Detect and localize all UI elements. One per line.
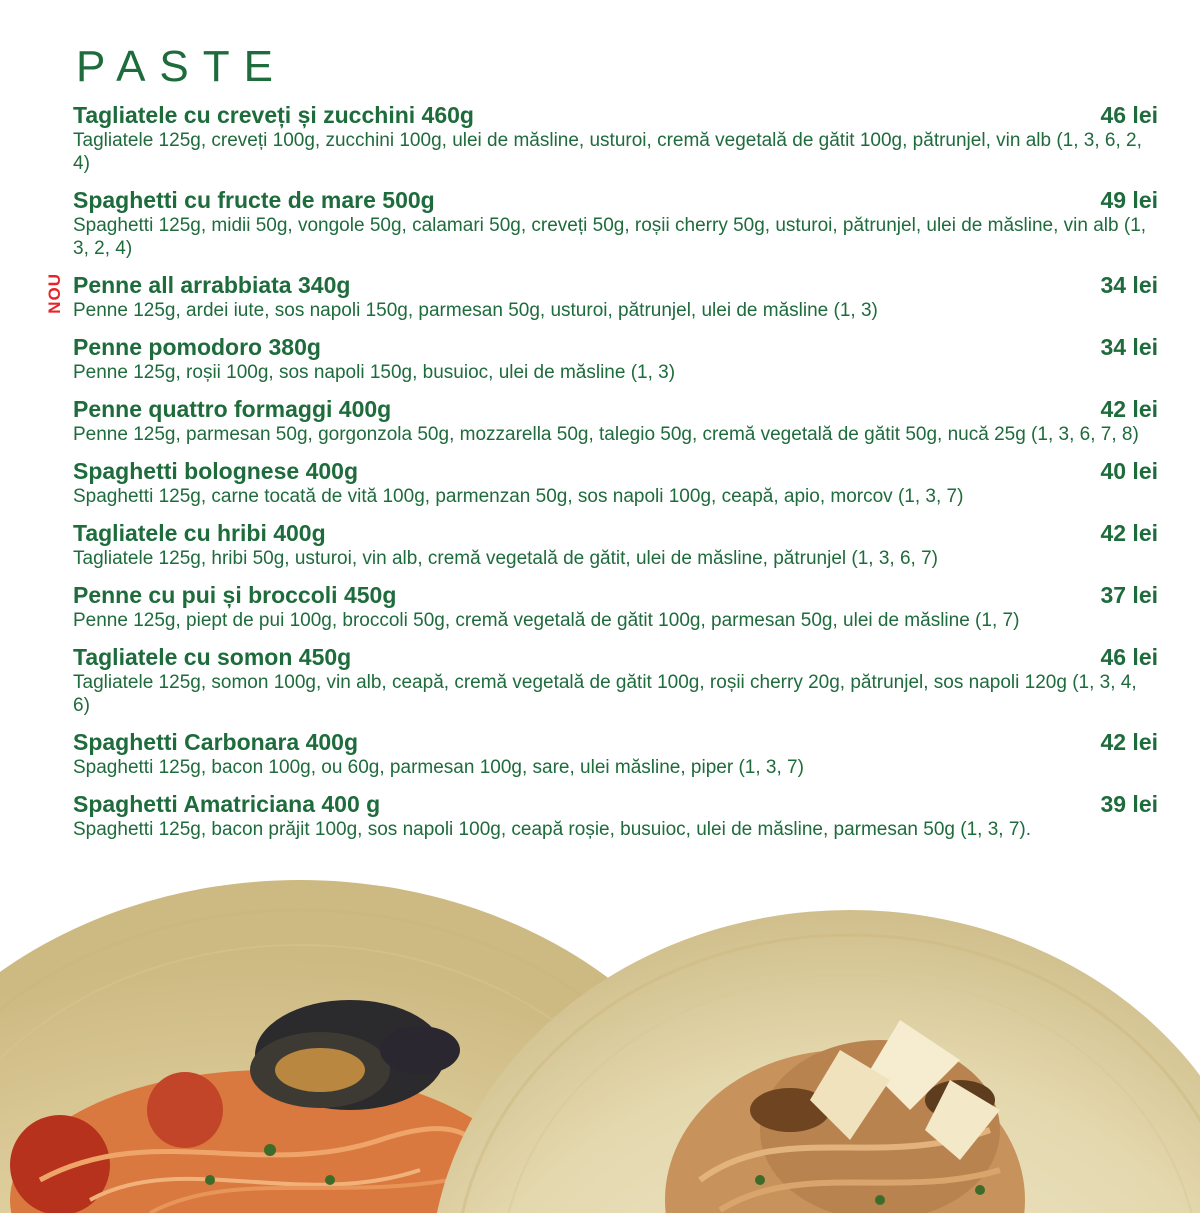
item-description: Penne 125g, parmesan 50g, gorgonzola 50g, mozzarella 50g, talegio 50g, cremă vegetală de gătit 50g, nucă 25g (1, 3, 6, 7, 8) <box>73 424 1139 445</box>
item-price: 40 lei <box>1100 458 1158 484</box>
item-name: Spaghetti cu fructe de mare 500g <box>73 187 435 213</box>
item-price: 42 lei <box>1100 396 1158 422</box>
item-description: Spaghetti 125g, bacon 100g, ou 60g, parmesan 100g, sare, ulei măsline, piper (1, 3, 7) <box>73 757 804 778</box>
item-name: Spaghetti bolognese 400g <box>73 458 358 484</box>
item-name: Spaghetti Amatriciana 400 g <box>73 791 381 817</box>
page-title: PASTE <box>76 42 288 91</box>
item-price: 42 lei <box>1100 520 1158 546</box>
item-name: Penne quattro formaggi 400g <box>73 396 392 422</box>
menu-list <box>45 101 1158 852</box>
item-description: Spaghetti 125g, carne tocată de vită 100g, parmenzan 50g, sos napoli 100g, ceapă, apio, morcov (1, 3, 7) <box>73 486 964 507</box>
item-price: 39 lei <box>1100 791 1158 817</box>
pasta-dishes-photo <box>0 880 1200 1213</box>
item-name: Penne all arrabbiata 340g <box>73 272 351 298</box>
item-description: Tagliatele 125g, hribi 50g, usturoi, vin alb, cremă vegetală de gătit, ulei de măsline, pătrunjel (1, 3, 6, 7) <box>73 548 939 569</box>
menu-item <box>73 457 1158 508</box>
item-description: Penne 125g, piept de pui 100g, broccoli 50g, cremă vegetală de gătit 100g, parmesan 50g, ulei de măsline (1, 7) <box>73 610 1020 631</box>
menu-item <box>73 790 1158 841</box>
item-name: Tagliatele cu hribi 400g <box>73 520 326 546</box>
item-description: Tagliatele 125g, somon 100g, vin alb, ceapă, cremă vegetală de gătit 100g, roșii cherry 20g, pătrunjel, sos napoli 120g (1, 3, 4, 6) <box>73 672 1137 716</box>
item-price: 46 lei <box>1100 644 1158 670</box>
item-name: Penne cu pui și broccoli 450g <box>73 582 397 608</box>
menu-item <box>73 519 1158 570</box>
item-description: Penne 125g, roșii 100g, sos napoli 150g, busuioc, ulei de măsline (1, 3) <box>73 362 676 383</box>
menu-item <box>73 643 1158 717</box>
item-name: Spaghetti Carbonara 400g <box>73 729 359 755</box>
item-price: 46 lei <box>1100 102 1158 128</box>
item-name: Tagliatele cu creveți și zucchini 460g <box>73 102 474 128</box>
item-name: Penne pomodoro 380g <box>73 334 321 360</box>
menu-item <box>73 728 1158 779</box>
menu-item <box>73 395 1158 446</box>
item-price: 42 lei <box>1100 729 1158 755</box>
menu-item <box>73 333 1158 384</box>
item-price: 34 lei <box>1100 334 1158 360</box>
menu-item <box>73 581 1158 632</box>
item-description: Penne 125g, ardei iute, sos napoli 150g, parmesan 50g, usturoi, pătrunjel, ulei de măsline (1, 3) <box>73 300 878 321</box>
menu-item <box>45 271 1158 322</box>
new-badge: NOU <box>45 273 64 314</box>
menu-item <box>73 186 1158 260</box>
menu-item <box>73 101 1158 175</box>
item-price: 34 lei <box>1100 272 1158 298</box>
item-price: 49 lei <box>1100 187 1158 213</box>
item-description: Tagliatele 125g, creveți 100g, zucchini 100g, ulei de măsline, usturoi, cremă vegetală de gătit 100g, pătrunjel, vin alb (1, 3, 6, 2, 4) <box>73 130 1142 174</box>
item-price: 37 lei <box>1100 582 1158 608</box>
item-description: Spaghetti 125g, bacon prăjit 100g, sos napoli 100g, ceapă roșie, busuioc, ulei de măsline, parmesan 50g (1, 3, 7). <box>73 819 1032 840</box>
item-description: Spaghetti 125g, midii 50g, vongole 50g, calamari 50g, creveți 50g, roșii cherry 50g, usturoi, pătrunjel, ulei de măsline, vin alb (1, 3, 2, 4) <box>73 215 1147 259</box>
item-name: Tagliatele cu somon 450g <box>73 644 352 670</box>
